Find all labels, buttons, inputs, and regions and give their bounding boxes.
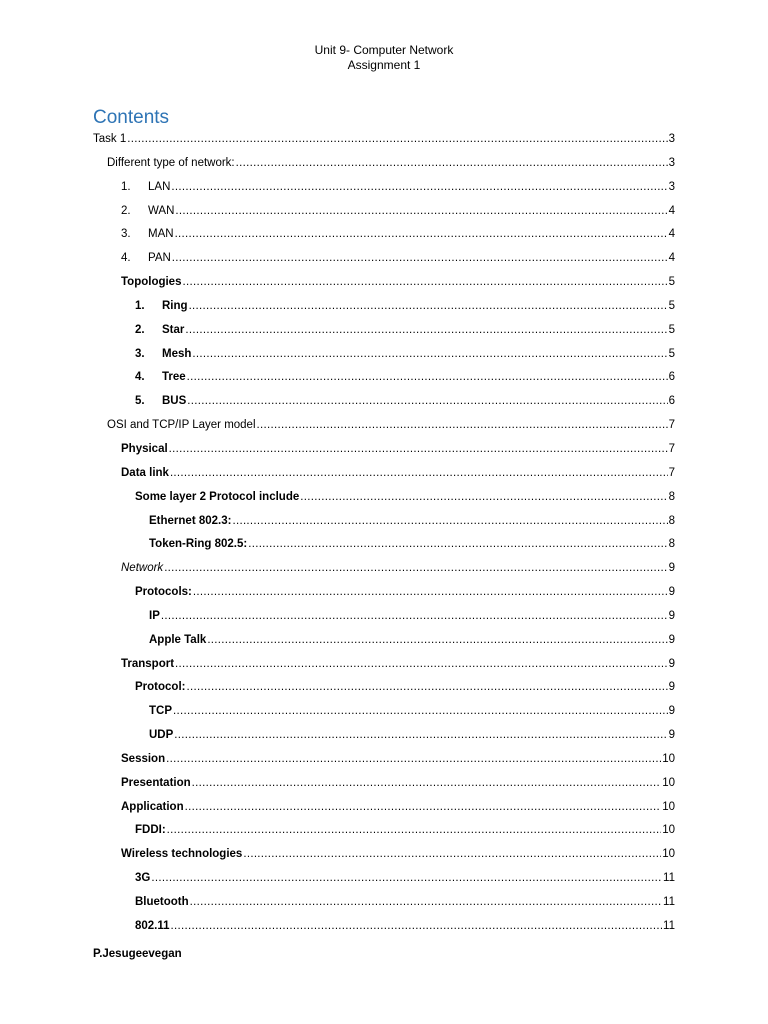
toc-dot-leader	[193, 581, 668, 605]
toc-entry[interactable]	[93, 676, 675, 700]
header-assignment-title: Assignment 1	[347, 58, 421, 72]
toc-entry-label: Transport	[121, 657, 175, 670]
toc-entry-number: 1.	[135, 299, 145, 312]
toc-entry[interactable]	[93, 510, 675, 534]
toc-entry[interactable]	[93, 295, 675, 319]
toc-entry[interactable]	[93, 700, 675, 724]
toc-entry[interactable]	[93, 915, 675, 939]
toc-entry-label: 3G	[135, 872, 151, 885]
toc-dot-leader	[232, 510, 667, 534]
toc-entry-page-number: 10	[662, 752, 675, 765]
toc-entry-page-number: 4	[668, 204, 675, 217]
toc-entry-label: Task 1	[93, 133, 127, 145]
toc-entry[interactable]	[93, 867, 675, 891]
toc-entry[interactable]	[93, 176, 675, 200]
toc-entry-number: 4.	[121, 252, 131, 265]
toc-entry-label: Some layer 2 Protocol include	[135, 490, 300, 503]
toc-entry-label: 802.11	[135, 919, 170, 932]
toc-entry-page-number: 9	[668, 562, 675, 575]
toc-dot-leader	[175, 200, 667, 224]
toc-entry-page-number: 11	[663, 896, 675, 908]
footer-author: P.Jesugeevegan	[93, 948, 182, 960]
toc-entry[interactable]	[93, 438, 675, 462]
toc-entry-page-number: 5	[668, 276, 675, 289]
toc-entry-page-number: 9	[668, 705, 675, 718]
toc-entry-label: Different type of network:	[107, 156, 235, 169]
toc-entry-page-number: 10	[662, 776, 675, 789]
toc-dot-leader	[127, 128, 667, 152]
toc-entry-label: Ethernet 802.3:	[149, 514, 232, 527]
toc-entry[interactable]	[93, 414, 675, 438]
toc-entry-page-number: 8	[668, 514, 675, 527]
header-unit-title: Unit 9- Computer Network	[314, 43, 454, 57]
toc-entry-page-number: 11	[663, 872, 675, 885]
toc-entry-label: Mesh	[162, 347, 192, 360]
toc-dot-leader	[189, 295, 668, 319]
toc-entry-label: Session	[121, 752, 166, 765]
toc-entry-page-number: 9	[668, 729, 675, 742]
toc-entry-label: Protocols:	[135, 586, 192, 599]
toc-entry-page-number: 10	[662, 848, 675, 861]
toc-entry-label: Ring	[162, 299, 188, 312]
toc-dot-leader	[175, 223, 668, 247]
toc-entry[interactable]	[93, 843, 675, 867]
toc-entry[interactable]	[93, 247, 675, 271]
toc-entry-label: Apple Talk	[149, 633, 207, 646]
toc-entry[interactable]	[93, 557, 675, 581]
toc-entry[interactable]	[93, 223, 675, 247]
toc-entry-label: WAN	[148, 204, 175, 217]
toc-dot-leader	[171, 176, 667, 200]
toc-dot-leader	[171, 915, 663, 939]
toc-entry-label: Application	[121, 800, 184, 813]
toc-dot-leader	[243, 843, 661, 867]
toc-entry-label: Tree	[162, 371, 186, 384]
toc-dot-leader	[248, 533, 667, 557]
table-of-contents	[93, 128, 675, 939]
toc-entry-page-number: 10	[662, 800, 675, 813]
toc-entry[interactable]	[93, 772, 675, 796]
toc-entry-page-number: 5	[668, 299, 675, 312]
toc-dot-leader	[185, 319, 667, 343]
toc-dot-leader	[186, 676, 667, 700]
toc-entry[interactable]	[93, 462, 675, 486]
toc-entry-page-number: 9	[668, 586, 675, 599]
toc-entry[interactable]	[93, 366, 675, 390]
toc-entry[interactable]	[93, 796, 675, 820]
toc-entry-label: Presentation	[121, 776, 191, 789]
toc-entry-label: Bluetooth	[135, 896, 189, 908]
toc-entry[interactable]	[93, 343, 675, 367]
toc-entry-page-number: 4	[668, 228, 675, 241]
toc-entry-label: IP	[149, 609, 160, 622]
toc-entry-page-number: 9	[668, 657, 675, 670]
toc-dot-leader	[300, 486, 667, 510]
toc-dot-leader	[190, 891, 662, 915]
toc-entry-page-number: 10	[662, 824, 675, 837]
toc-entry-page-number: 7	[668, 442, 675, 455]
toc-entry-page-number: 5	[668, 347, 675, 360]
toc-dot-leader	[192, 772, 662, 796]
toc-entry-page-number: 5	[668, 323, 675, 336]
toc-entry-label: MAN	[148, 228, 174, 241]
document-header	[0, 43, 768, 73]
toc-entry-number: 2.	[135, 323, 145, 336]
toc-entry-label: FDDI:	[135, 824, 166, 837]
toc-entry[interactable]	[93, 390, 675, 414]
toc-dot-leader	[174, 724, 667, 748]
toc-dot-leader	[185, 796, 662, 820]
toc-entry-page-number: 3	[668, 180, 675, 193]
toc-entry-label: Protocol:	[135, 681, 186, 694]
toc-dot-leader	[192, 343, 667, 367]
toc-entry-page-number: 6	[668, 371, 675, 384]
toc-dot-leader	[257, 414, 668, 438]
toc-dot-leader	[173, 700, 668, 724]
toc-entry-label: Network	[121, 562, 164, 575]
toc-entry-number: 3.	[121, 228, 131, 241]
toc-entry-page-number: 9	[668, 681, 675, 694]
toc-entry-label: TCP	[149, 705, 172, 718]
toc-entry-page-number: 8	[668, 490, 675, 503]
toc-entry-page-number: 4	[668, 252, 675, 265]
toc-entry-label: Data link	[121, 466, 169, 479]
toc-entry[interactable]	[93, 486, 675, 510]
toc-entry-page-number: 7	[668, 419, 675, 432]
toc-entry-label: OSI and TCP/IP Layer model	[107, 419, 256, 432]
toc-entry[interactable]	[93, 629, 675, 653]
toc-entry-label: Token-Ring 802.5:	[149, 538, 248, 551]
toc-dot-leader	[161, 605, 668, 629]
toc-entry-label: BUS	[162, 395, 187, 408]
toc-entry-label: UDP	[149, 729, 174, 742]
toc-dot-leader	[187, 390, 667, 414]
toc-entry-page-number: 9	[668, 633, 675, 646]
toc-entry[interactable]	[93, 653, 675, 677]
toc-entry[interactable]	[93, 748, 675, 772]
toc-dot-leader	[172, 247, 668, 271]
toc-dot-leader	[166, 748, 661, 772]
toc-entry-number: 3.	[135, 347, 145, 360]
toc-entry-label: PAN	[148, 252, 171, 265]
toc-entry-page-number: 8	[668, 538, 675, 551]
toc-entry-page-number: 11	[663, 919, 675, 932]
toc-dot-leader	[170, 462, 668, 486]
toc-entry[interactable]	[93, 319, 675, 343]
toc-entry-page-number: 9	[668, 609, 675, 622]
toc-entry-number: 5.	[135, 395, 145, 408]
toc-entry[interactable]	[93, 724, 675, 748]
toc-entry-label: Physical	[121, 442, 168, 455]
toc-dot-leader	[175, 653, 668, 677]
toc-entry[interactable]	[93, 891, 675, 915]
toc-entry-label: Wireless technologies	[121, 848, 243, 861]
toc-dot-leader	[236, 152, 668, 176]
toc-entry-page-number: 3	[668, 133, 675, 145]
toc-entry[interactable]	[93, 128, 675, 152]
toc-entry-number: 1.	[121, 180, 131, 193]
toc-entry-page-number: 3	[668, 156, 675, 169]
toc-entry[interactable]	[93, 152, 675, 176]
toc-entry-number: 4.	[135, 371, 145, 384]
toc-entry-page-number: 7	[668, 466, 675, 479]
contents-heading: Contents	[93, 107, 170, 128]
toc-entry[interactable]	[93, 271, 675, 295]
toc-entry[interactable]	[93, 533, 675, 557]
toc-entry-label: Topologies	[121, 276, 182, 289]
toc-entry-page-number: 6	[668, 395, 675, 408]
toc-dot-leader	[167, 819, 662, 843]
toc-dot-leader	[207, 629, 667, 653]
toc-entry[interactable]	[93, 605, 675, 629]
toc-entry-label: Star	[162, 323, 185, 336]
toc-dot-leader	[187, 366, 668, 390]
toc-entry[interactable]	[93, 819, 675, 843]
toc-entry-number: 2.	[121, 204, 131, 217]
toc-dot-leader	[169, 438, 668, 462]
toc-dot-leader	[182, 271, 667, 295]
toc-entry[interactable]	[93, 200, 675, 224]
toc-dot-leader	[164, 557, 667, 581]
toc-entry-label: LAN	[148, 180, 171, 193]
toc-entry[interactable]	[93, 581, 675, 605]
toc-dot-leader	[151, 867, 662, 891]
